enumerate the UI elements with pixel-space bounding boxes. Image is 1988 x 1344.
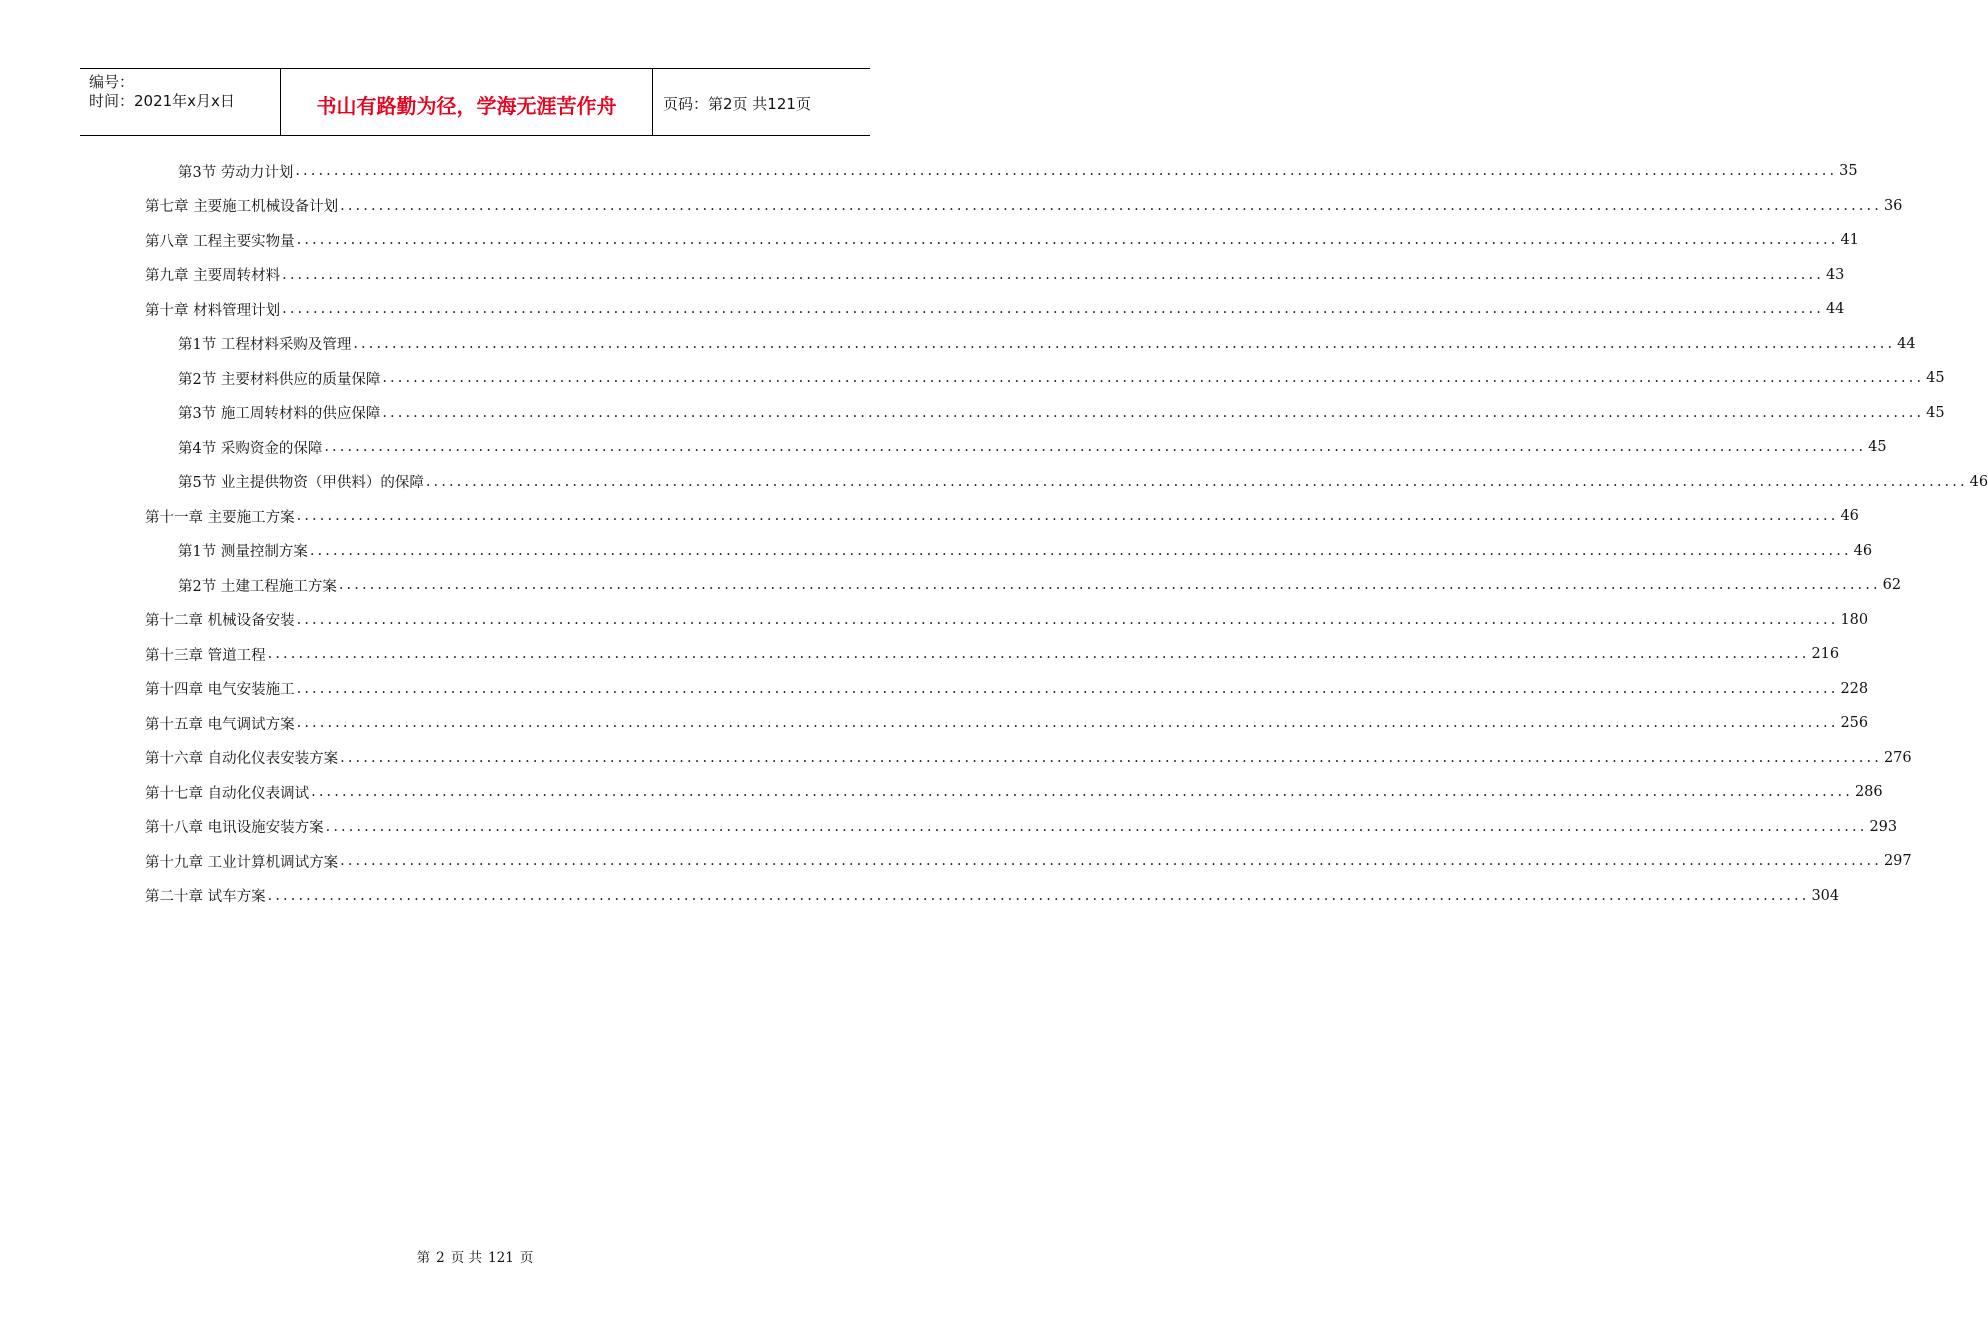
toc-entry[interactable] [178, 465, 1988, 499]
toc-entry-page: 45 [1926, 370, 1945, 386]
toc-dot-leader: ........................................................................................................................................................................................................ [382, 404, 1925, 421]
toc-dot-leader: ........................................................................................................................................................................................................ [267, 887, 1810, 904]
toc-entry-label: 第3节 施工周转材料的供应保障 [178, 406, 381, 422]
toc-entry-label: 第1节 测量控制方案 [178, 544, 308, 560]
toc-entry-page: 46 [1853, 542, 1873, 559]
footer-prefix: 第 [416, 1250, 431, 1266]
toc-entry[interactable] [178, 327, 1916, 361]
toc-entry-label: 第二十章 试车方案 [145, 889, 266, 905]
toc-entry-page: 297 [1883, 853, 1912, 869]
toc-entry-label: 第十一章 主要施工方案 [145, 509, 295, 526]
toc-entry[interactable] [178, 430, 1887, 464]
toc-entry[interactable] [178, 396, 1945, 430]
toc-entry-label: 第3节 劳动力计划 [178, 164, 294, 181]
toc-entry-page: 304 [1811, 887, 1840, 904]
toc-dot-leader: ........................................................................................................................................................................................................ [296, 611, 1839, 628]
toc-dot-leader: ........................................................................................................................................................................................................ [296, 232, 1839, 248]
toc-entry-page: 286 [1854, 784, 1883, 800]
toc-entry[interactable] [145, 499, 1859, 533]
toc-entry[interactable] [145, 741, 1912, 775]
toc-entry-label: 第十二章 机械设备安装 [145, 613, 295, 629]
toc-entry-label: 第2节 土建工程施工方案 [178, 578, 337, 595]
toc-dot-leader: ........................................................................................................................................................................................................ [338, 577, 1881, 593]
toc-entry[interactable] [145, 637, 1840, 671]
toc-entry-label: 第十九章 工业计算机调试方案 [145, 854, 339, 871]
toc-dot-leader: ........................................................................................................................................................................................................ [425, 473, 1968, 490]
toc-dot-leader: ........................................................................................................................................................................................................ [296, 508, 1839, 524]
toc-entry[interactable] [145, 706, 1869, 740]
toc-entry-label: 第十五章 电气调试方案 [145, 716, 295, 733]
document-time-label: 时间：2021年x月x日 [89, 92, 235, 110]
toc-entry[interactable] [178, 534, 1873, 568]
footer-total-pages: 121 [488, 1250, 514, 1266]
toc-entry-page: 276 [1883, 749, 1912, 766]
toc-entry[interactable] [145, 810, 1898, 844]
toc-entry-label: 第七章 主要施工机械设备计划 [145, 199, 339, 215]
toc-entry-page: 45 [1926, 404, 1945, 421]
toc-dot-leader: ........................................................................................................................................................................................................ [282, 301, 1824, 317]
toc-dot-leader: ........................................................................................................................................................................................................ [340, 197, 1882, 214]
toc-dot-leader: ........................................................................................................................................................................................................ [295, 163, 1838, 179]
toc-entry-label: 第十四章 电气安装施工 [145, 682, 295, 698]
toc-entry-page: 228 [1840, 680, 1869, 697]
toc-entry-page: 62 [1882, 577, 1902, 593]
document-header [80, 68, 870, 136]
toc-entry-page: 216 [1811, 646, 1840, 662]
toc-dot-leader: ........................................................................................................................................................................................................ [309, 542, 1852, 559]
header-meta-cell [80, 69, 281, 135]
toc-entry-page: 41 [1840, 232, 1859, 248]
toc-entry-page: 293 [1869, 818, 1898, 835]
toc-entry-label: 第十六章 自动化仪表安装方案 [145, 751, 339, 767]
toc-entry-label: 第5节 业主提供物资（甲供料）的保障 [178, 475, 424, 491]
toc-entry[interactable] [145, 775, 1883, 809]
toc-entry[interactable] [145, 603, 1869, 637]
toc-entry-label: 第十七章 自动化仪表调试 [145, 785, 310, 802]
footer-suffix: 页 [519, 1250, 534, 1266]
toc-entry-page: 44 [1897, 335, 1916, 352]
toc-entry[interactable] [145, 258, 1845, 292]
footer-middle: 页 共 [450, 1250, 483, 1266]
toc-entry-label: 第十三章 管道工程 [145, 647, 266, 664]
toc-entry-page: 44 [1825, 301, 1845, 317]
toc-entry-page: 36 [1883, 197, 1903, 214]
toc-entry[interactable] [145, 844, 1912, 878]
toc-entry-label: 第2节 主要材料供应的质量保障 [178, 371, 381, 388]
toc-entry[interactable] [178, 568, 1902, 602]
toc-entry-label: 第4节 采购资金的保障 [178, 440, 323, 457]
toc-entry[interactable] [145, 672, 1869, 706]
toc-entry-label: 第1节 工程材料采购及管理 [178, 337, 352, 353]
toc-entry-label: 第八章 工程主要实物量 [145, 233, 295, 250]
toc-entry-page: 43 [1825, 266, 1845, 283]
toc-dot-leader: ........................................................................................................................................................................................................ [311, 784, 1853, 800]
page-footer [0, 1246, 950, 1266]
toc-entry[interactable] [178, 361, 1945, 395]
toc-entry[interactable] [145, 223, 1859, 257]
toc-entry-page: 35 [1839, 163, 1858, 179]
toc-entry-page: 46 [1969, 473, 1988, 490]
toc-dot-leader: ........................................................................................................................................................................................................ [382, 370, 1925, 386]
footer-current-page: 2 [436, 1250, 445, 1266]
toc-dot-leader: ........................................................................................................................................................................................................ [296, 715, 1839, 731]
toc-entry-page: 180 [1840, 611, 1869, 628]
toc-entry[interactable] [178, 154, 1858, 188]
header-page-label: 页码：第2页 共121页 [663, 94, 811, 113]
toc-dot-leader: ........................................................................................................................................................................................................ [325, 818, 1868, 835]
toc-entry-page: 256 [1840, 715, 1869, 731]
toc-entry-label: 第九章 主要周转材料 [145, 268, 281, 284]
toc-entry[interactable] [145, 879, 1840, 913]
toc-dot-leader: ........................................................................................................................................................................................................ [353, 335, 1896, 352]
toc-entry-label: 第十章 材料管理计划 [145, 302, 281, 319]
toc-dot-leader: ........................................................................................................................................................................................................ [340, 853, 1882, 869]
toc-entry-page: 45 [1868, 439, 1887, 455]
toc-entry[interactable] [145, 292, 1845, 326]
toc-dot-leader: ........................................................................................................................................................................................................ [324, 439, 1867, 455]
document-number-label: 编号： [89, 73, 135, 91]
toc-entry-page: 46 [1840, 508, 1859, 524]
toc-entry-label: 第十八章 电讯设施安装方案 [145, 820, 324, 836]
toc-dot-leader: ........................................................................................................................................................................................................ [296, 680, 1839, 697]
toc-entry[interactable] [145, 189, 1903, 223]
toc-dot-leader: ........................................................................................................................................................................................................ [282, 266, 1824, 283]
header-slogan: 书山有路勤为径，学海无涯苦作舟 [281, 69, 653, 135]
toc-dot-leader: ........................................................................................................................................................................................................ [267, 646, 1810, 662]
toc-dot-leader: ........................................................................................................................................................................................................ [340, 749, 1882, 766]
